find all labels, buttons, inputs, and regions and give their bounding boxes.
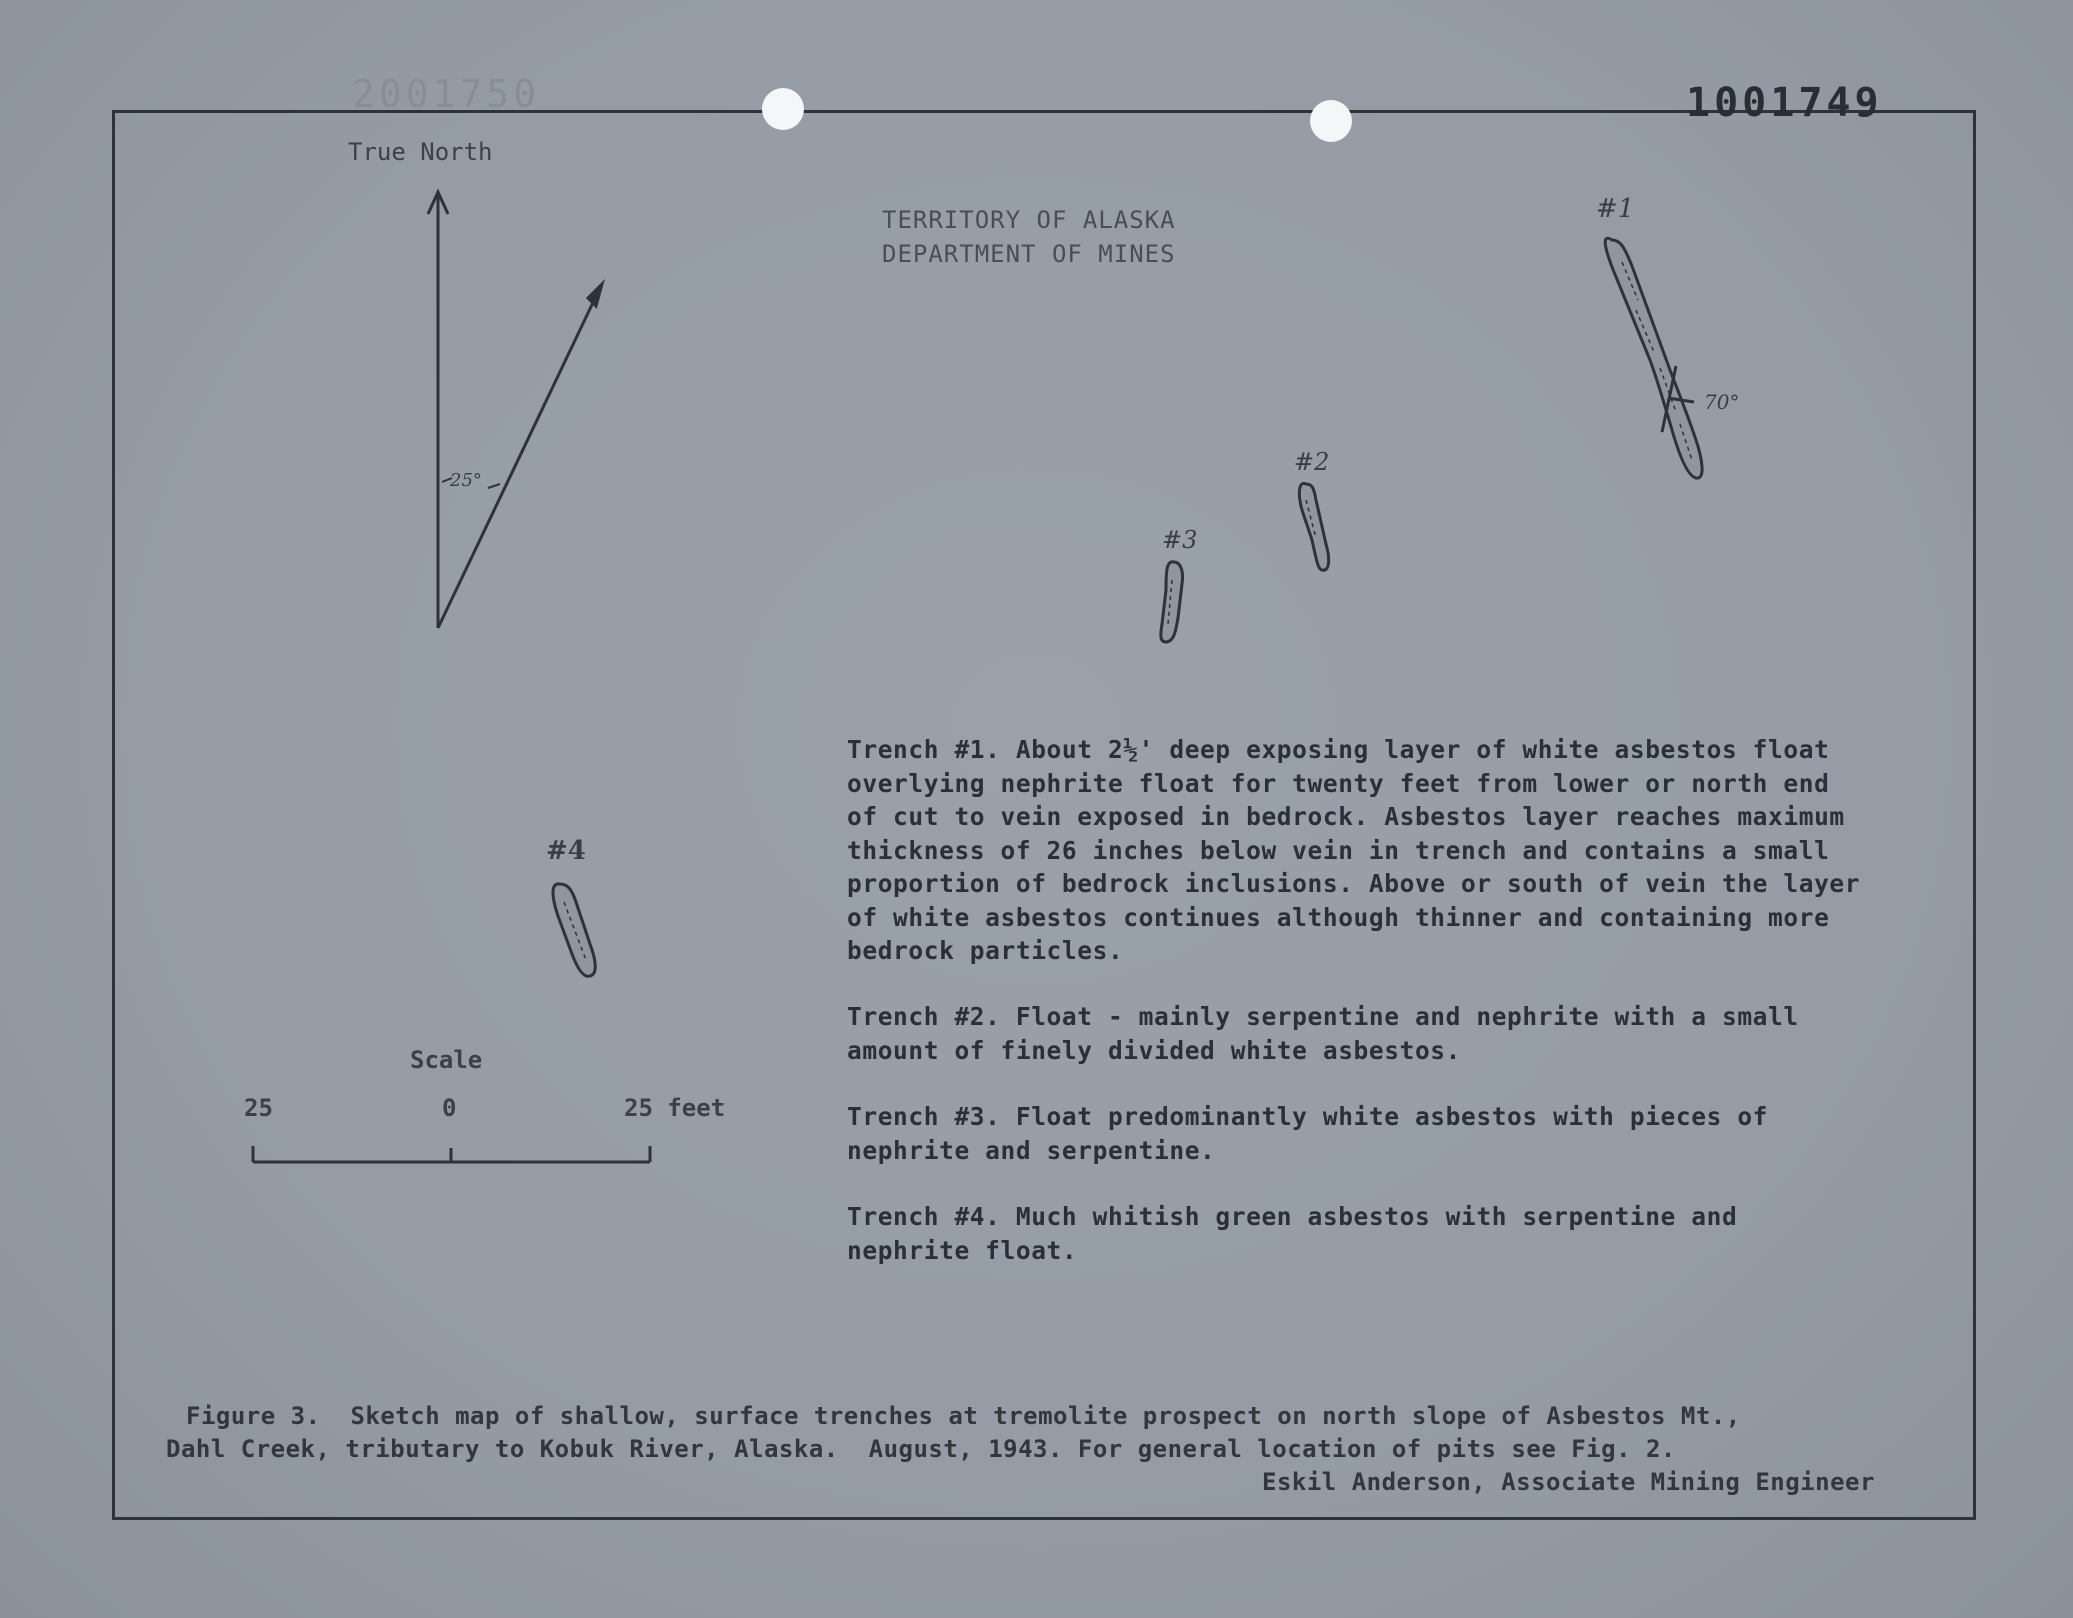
header-department: DEPARTMENT OF MINES	[882, 240, 1176, 268]
true-north-label: True North	[348, 138, 493, 166]
trench-3-shape	[1161, 562, 1183, 642]
figure-caption-line-1: Figure 3. Sketch map of shallow, surface trenches at tremolite prospect on north slope of Asbestos Mt.,	[186, 1402, 1741, 1430]
description-line: Trench #1. About 2½' deep exposing layer of white asbestos float	[847, 735, 1830, 764]
trench-2-shape	[1299, 483, 1328, 570]
trench-1-shape	[1605, 238, 1702, 478]
trench-2-label: #2	[1294, 448, 1330, 476]
trench-4-description	[847, 1200, 1977, 1267]
trench-1-dip-label: 70°	[1704, 390, 1740, 414]
ghost-document-number: 2001750	[352, 72, 541, 116]
scale-center-value: 0	[442, 1094, 457, 1122]
scale-left-value: 25	[244, 1094, 273, 1122]
trench-1-description	[847, 733, 1977, 968]
description-line: of cut to vein exposed in bedrock. Asbestos layer reaches maximum	[847, 802, 1845, 831]
bearing-arrow	[438, 284, 602, 628]
trench-2-description	[847, 1000, 1977, 1067]
trench-1-label: #1	[1596, 194, 1635, 224]
figure-caption-line-2: Dahl Creek, tributary to Kobuk River, Alaska. August, 1943. For general location of pits see Fig. 2.	[166, 1435, 1676, 1463]
description-line: of white asbestos continues although thinner and containing more	[847, 902, 1830, 932]
document-number: 1001749	[1686, 80, 1883, 126]
description-line: Trench #3. Float predominantly white asbestos with pieces of	[847, 1102, 1769, 1131]
scale-bar	[253, 1146, 650, 1162]
description-line: nephrite float.	[847, 1235, 1078, 1265]
description-line: Trench #4. Much whitish green asbestos with serpentine and	[847, 1202, 1738, 1231]
description-line: bedrock particles.	[847, 936, 1124, 965]
true-north-arrow	[428, 192, 448, 628]
angle-label: 25°	[450, 470, 482, 491]
trench-3-description	[847, 1100, 1977, 1167]
trench-4-label: #4	[546, 836, 586, 866]
description-line: nephrite and serpentine.	[847, 1135, 1216, 1165]
scale-title: Scale	[410, 1046, 483, 1074]
description-line: Trench #2. Float - mainly serpentine and nephrite with a small	[847, 1002, 1799, 1031]
figure-author: Eskil Anderson, Associate Mining Engineer	[1262, 1468, 1875, 1496]
description-line: proportion of bedrock inclusions. Above or south of vein the layer	[847, 869, 1861, 898]
description-line: overlying nephrite float for twenty feet from lower or north end	[847, 768, 1830, 798]
header-territory: TERRITORY OF ALASKA	[882, 206, 1176, 234]
scale-right-value: 25 feet	[624, 1094, 726, 1122]
description-line: amount of finely divided white asbestos.	[847, 1035, 1462, 1065]
trench-4-shape	[553, 884, 595, 976]
trench-3-label: #3	[1162, 526, 1198, 554]
description-line: thickness of 26 inches below vein in trench and contains a small	[847, 835, 1830, 865]
